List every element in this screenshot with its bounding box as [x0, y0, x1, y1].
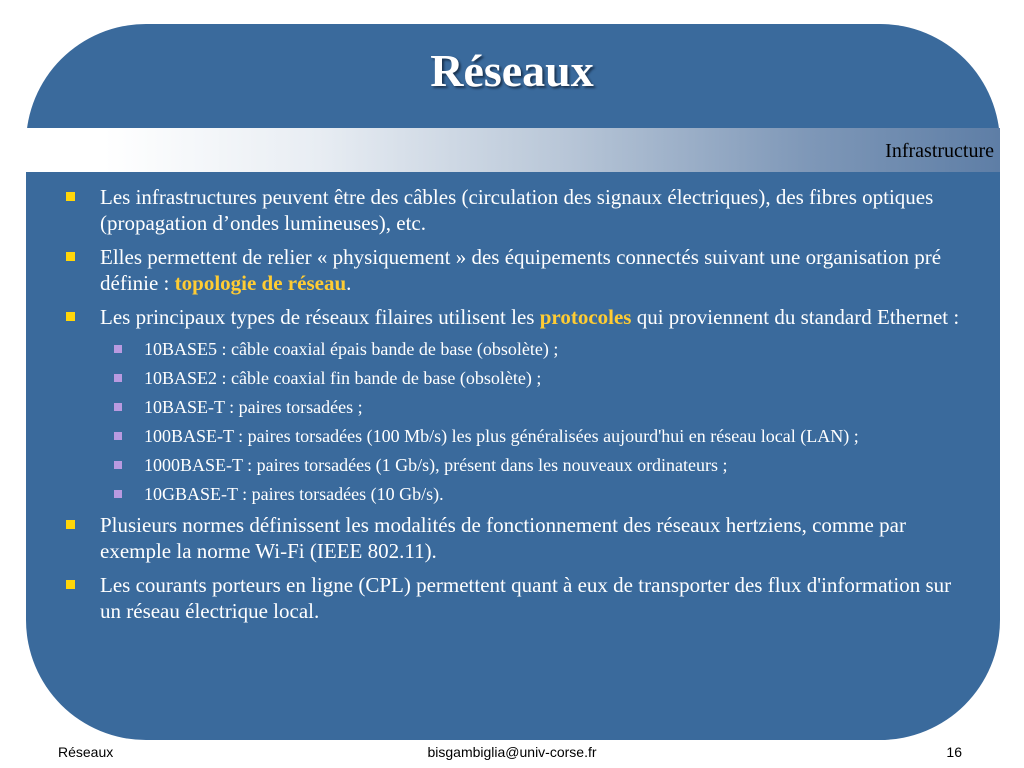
slide-title: Réseaux	[430, 45, 594, 96]
sub-bullet-item	[62, 454, 962, 477]
bullet-text: Elles permettent de relier « physiquement » des équipements connectés suivant une organisation pré définie :	[100, 245, 942, 295]
sub-bullet-text: 10BASE2 : câble coaxial fin bande de base (obsolète) ;	[144, 368, 542, 388]
footer-left: Réseaux	[58, 744, 114, 760]
footer-email: bisgambiglia@univ-corse.fr	[427, 744, 597, 760]
bullet-text: Les principaux types de réseaux filaires utilisent les	[100, 305, 540, 329]
square-bullet-icon	[66, 580, 75, 589]
square-bullet-icon	[66, 192, 75, 201]
sub-bullet-text: 10BASE-T : paires torsadées ;	[144, 397, 363, 417]
bullet-text: Les infrastructures peuvent être des câbles (circulation des signaux électriques), des fibres optiques (propagation d’ondes lumineuses), etc.	[100, 185, 934, 235]
sub-bullet-item	[62, 396, 962, 419]
square-sub-bullet-icon	[114, 403, 122, 411]
section-label: Infrastructure	[885, 140, 994, 162]
square-bullet-icon	[66, 520, 75, 529]
bullet-text-end: .	[346, 271, 352, 295]
square-sub-bullet-icon	[114, 490, 122, 498]
bullet-item	[62, 572, 962, 624]
sub-bullet-item	[62, 425, 962, 448]
square-sub-bullet-icon	[114, 461, 122, 469]
highlight-term: protocoles	[539, 305, 632, 329]
square-bullet-icon	[66, 312, 75, 321]
sub-bullet-item	[62, 338, 962, 361]
sub-bullet-text: 10BASE5 : câble coaxial épais bande de base (obsolète) ;	[144, 339, 559, 359]
square-sub-bullet-icon	[114, 345, 122, 353]
bullet-item	[62, 304, 962, 330]
slide-content	[62, 184, 962, 632]
bullet-text: Les courants porteurs en ligne (CPL) permettent quant à eux de transporter des flux d'information sur un réseau électrique local.	[100, 573, 952, 623]
square-sub-bullet-icon	[114, 432, 122, 440]
square-bullet-icon	[66, 252, 75, 261]
page-number: 16	[946, 744, 962, 760]
bullet-item	[62, 184, 962, 236]
highlight-term: topologie de réseau	[174, 271, 347, 295]
bullet-text: Plusieurs normes définissent les modalités de fonctionnement des réseaux hertziens, comme par exemple la norme Wi-Fi (IEEE 802.11).	[100, 513, 906, 563]
sub-bullet-item	[62, 367, 962, 390]
bullet-item	[62, 244, 962, 296]
square-sub-bullet-icon	[114, 374, 122, 382]
bullet-item	[62, 512, 962, 564]
bullet-text-end: qui proviennent du standard Ethernet :	[631, 305, 960, 329]
sub-bullet-text: 100BASE-T : paires torsadées (100 Mb/s) les plus généralisées aujourd'hui en réseau local (LAN) ;	[144, 426, 859, 446]
section-band	[26, 128, 1000, 172]
sub-bullet-text: 1000BASE-T : paires torsadées (1 Gb/s), présent dans les nouveaux ordinateurs ;	[144, 455, 728, 475]
sub-bullet-item	[62, 483, 962, 506]
sub-bullet-text: 10GBASE-T : paires torsadées (10 Gb/s).	[144, 484, 444, 504]
